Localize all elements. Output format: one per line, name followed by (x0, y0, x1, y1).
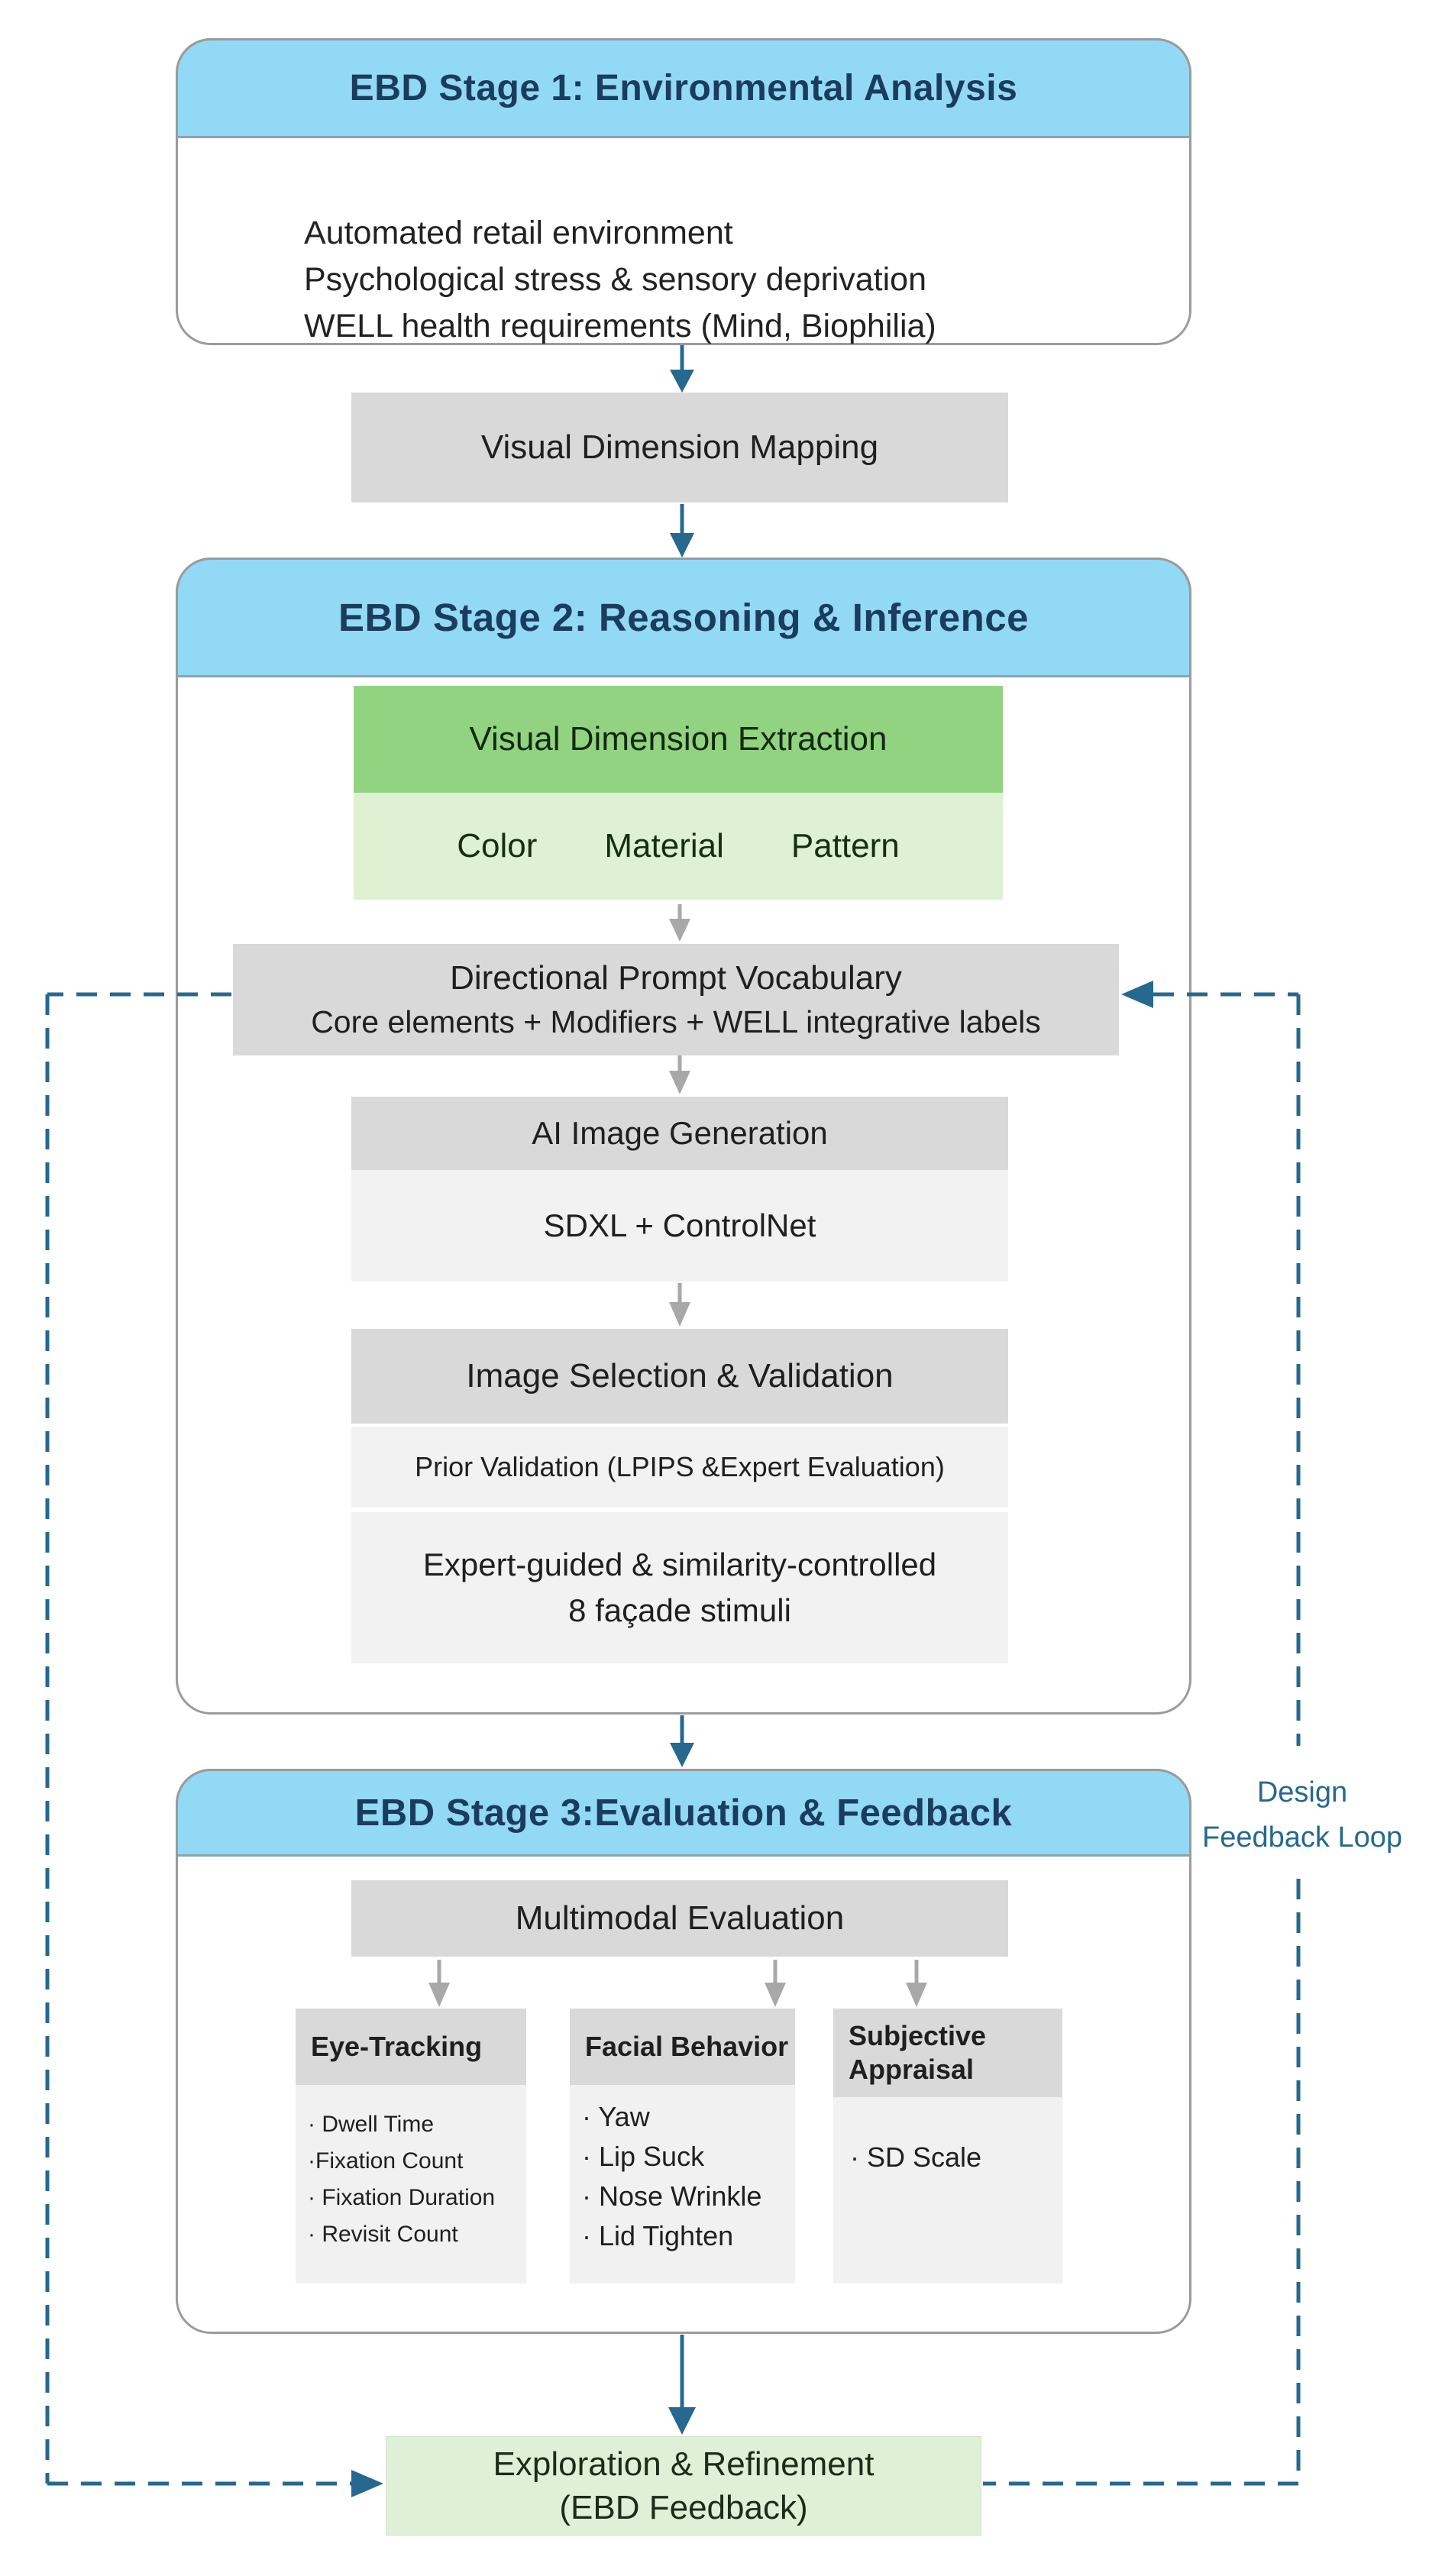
list-item: · Yaw (582, 2101, 650, 2132)
list-item: · Fixation Duration (308, 2185, 496, 2210)
extraction-dimensions (354, 793, 1003, 900)
dimension-material: Material (604, 827, 724, 865)
list-item: · SD Scale (850, 2141, 982, 2173)
prompt-vocabulary-title: Directional Prompt Vocabulary (450, 959, 902, 997)
list-item: · Lip Suck (582, 2141, 705, 2172)
stage2-header (176, 558, 1191, 677)
stage1-container (176, 38, 1191, 345)
stage1-item: Psychological stress & sensory deprivation (304, 261, 926, 298)
subjective-appraisal-column (833, 2009, 1062, 2283)
eye-tracking-header: Eye-Tracking (296, 2009, 526, 2085)
feedback-arrowhead-into-exploration (351, 2470, 383, 2497)
list-item: ·Fixation Count (308, 2148, 464, 2174)
exploration-line1: Exploration & Refinement (493, 2445, 875, 2483)
design-feedback-loop-label (1180, 1770, 1424, 1860)
image-generation-header: AI Image Generation (351, 1097, 1008, 1170)
stage3-title: EBD Stage 3:Evaluation & Feedback (354, 1792, 1013, 1834)
subjective-appraisal-items (833, 2097, 1062, 2283)
loop-label-line2: Feedback Loop (1202, 1821, 1402, 1854)
multimodal-evaluation-box: Multimodal Evaluation (351, 1880, 1008, 1957)
stage1-title: EBD Stage 1: Environmental Analysis (349, 68, 1018, 108)
stage1-item: Automated retail environment (304, 215, 733, 251)
validation-result (351, 1512, 1008, 1663)
subjective-appraisal-header: Subjective Appraisal (833, 2009, 1062, 2097)
arrow-stage1-to-mapping (670, 345, 694, 393)
eye-tracking-items (296, 2085, 526, 2283)
dimension-color: Color (457, 827, 538, 865)
list-item: · Lid Tighten (582, 2220, 734, 2251)
dimension-pattern: Pattern (790, 827, 900, 865)
validation-header: Image Selection & Validation (351, 1329, 1008, 1424)
validation-result-line2: 8 façade stimuli (568, 1592, 791, 1628)
arrow-stage2-to-stage3 (670, 1715, 694, 1767)
stage1-body (304, 170, 1159, 350)
exploration-refinement-box (386, 2436, 981, 2536)
validation-prior: Prior Validation (LPIPS &Expert Evaluation) (351, 1427, 1008, 1508)
arrow-stage3-to-feedback (668, 2335, 696, 2435)
facial-behavior-items (570, 2085, 795, 2283)
visual-dimension-mapping-box: Visual Dimension Mapping (351, 393, 1008, 503)
stage3-header (176, 1769, 1191, 1857)
stage1-header (176, 38, 1191, 138)
extraction-header: Visual Dimension Extraction (354, 686, 1003, 793)
stage1-item: WELL health requirements (Mind, Biophilia) (304, 308, 936, 344)
facial-behavior-column (570, 2009, 795, 2283)
prompt-vocabulary-detail: Core elements + Modifiers + WELL integrative labels (311, 1004, 1041, 1039)
loop-label-line1: Design (1256, 1776, 1348, 1808)
list-item: · Revisit Count (308, 2222, 458, 2247)
prompt-vocabulary-box (233, 944, 1119, 1055)
facial-behavior-header: Facial Behavior (570, 2009, 795, 2085)
exploration-line2: (EBD Feedback) (559, 2489, 808, 2526)
list-item: · Nose Wrinkle (582, 2180, 762, 2212)
arrow-mapping-to-stage2 (670, 504, 694, 558)
validation-result-line1: Expert-guided & similarity-controlled (422, 1547, 937, 1582)
stage2-title: EBD Stage 2: Reasoning & Inference (338, 596, 1030, 639)
list-item: · Dwell Time (308, 2112, 435, 2137)
image-generation-body: SDXL + ControlNet (351, 1170, 1008, 1282)
eye-tracking-column (296, 2009, 526, 2283)
